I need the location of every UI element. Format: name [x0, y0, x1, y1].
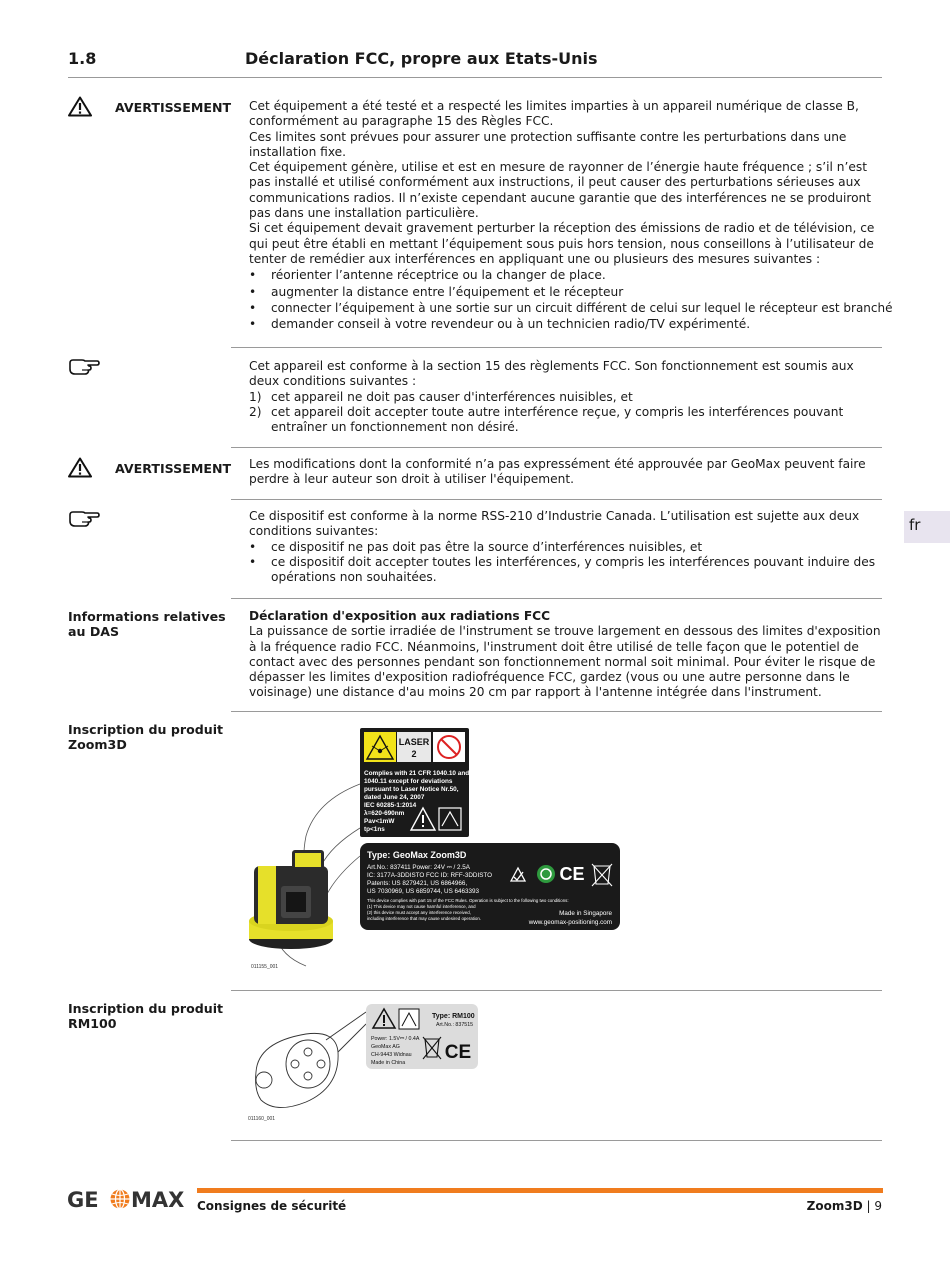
type-line: US 7030969, US 6859744, US 6463393 — [367, 888, 480, 895]
logo-text-right: MAX — [131, 1188, 185, 1211]
globe-icon — [111, 1190, 130, 1209]
ce-mark-icon: CE — [444, 1042, 472, 1063]
section-number: 1.8 — [68, 49, 97, 68]
footer-section-title: Consignes de sécurité — [197, 1199, 347, 1213]
rm100-label-figure — [246, 1002, 486, 1124]
warning-label: AVERTISSEMENT — [115, 100, 232, 115]
laser-text-line: IEC 60285-1:2014 — [364, 802, 417, 809]
label-line: Informations relatives — [68, 609, 226, 624]
footer-accent-bar — [197, 1188, 883, 1193]
das-section — [249, 609, 883, 701]
logo-text-left: GE — [67, 1188, 99, 1211]
divider — [231, 598, 882, 599]
section-heading — [68, 48, 882, 78]
list-item — [249, 390, 883, 405]
warning-label: AVERTISSEMENT — [115, 461, 232, 476]
section-title: Déclaration FCC, propre aux Etats-Unis — [245, 49, 598, 68]
label-line: Inscription du produit — [68, 722, 224, 737]
list-item — [249, 317, 883, 332]
divider — [231, 447, 882, 448]
paragraph: Les modifications dont la conformité n’a pas expressément été approuvée par GeoMax peuvent faire perdre à leur auteur son droit à utiliser l'équipement. — [249, 457, 866, 487]
bullet: • — [249, 539, 257, 554]
fcc-line: This device complies with part 15 of the FCC Rules. Operation is subject to the following two conditions: — [367, 898, 569, 903]
list-item-text: demander conseil à votre revendeur ou à un technicien radio/TV expérimenté. — [271, 317, 751, 332]
type-text: Type: GeoMax Zoom3D — [367, 850, 467, 860]
footer-product: Zoom3D — [806, 1199, 863, 1213]
list-item — [249, 300, 893, 316]
laser-text-line: tp<1ns — [364, 826, 385, 833]
type-line: Art.No.: 837411 Power: 24V ⎓ / 2.5A — [367, 864, 470, 871]
paragraph: La puissance de sortie irradiée de l'instrument se trouve largement en dessous des limites d'exposition à la fréquence radio FCC. Néanmoins, l'instrument doit être utilisé de telle façon que le potentiel de contact avec des personnes pendant son fonctionnement normal soit minimal. Pour éviter le risque de dépasser les limites d'exposition radiofréquence FCC, gardez (vous ou une autre personne dans le voisinage) une distance d'au moins 20 cm par rapport à l'antenne intégrée dans l'instrument. — [249, 624, 881, 700]
divider — [231, 499, 882, 500]
type-line: Patents: US 8279421, US 6864966, — [367, 880, 468, 887]
footer-separator: | — [862, 1199, 875, 1213]
ce-mark-icon: CE — [559, 864, 585, 884]
conditions-list — [249, 390, 883, 436]
pointing-hand-icon — [68, 357, 100, 375]
measures-list — [249, 268, 893, 332]
rm100-type: Type: RM100 — [432, 1013, 475, 1020]
page-number: 9 — [874, 1199, 882, 1213]
list-item-text: ce dispositif ne pas doit pas être la source d’interférences nuisibles, et — [271, 539, 703, 554]
list-item-text: connecter l’équipement à une sortie sur un circuit différent de celui sur lequel le récepteur est branché — [271, 300, 893, 315]
zoom3d-device-illustration — [249, 850, 333, 949]
rm100-label — [68, 1001, 223, 1032]
laser-class: 2 — [411, 749, 417, 759]
list-item-text: cet appareil doit accepter toute autre interférence reçue, y compris les interférences pouvant entraîner un fonctionnement non désiré. — [271, 404, 844, 435]
rm100-line: CH-9443 Widnau — [371, 1052, 412, 1058]
paragraph: Ces limites sont prévues pour assurer une protection suffisante contre les perturbations dans une installation fixe. — [249, 129, 847, 159]
warning-modifications-text — [249, 457, 883, 488]
laser-warning-label — [360, 728, 469, 837]
rm100-line: Made in China — [371, 1060, 406, 1066]
figure-id: 011155_001 — [251, 964, 279, 970]
paragraph: Cet équipement génère, utilise et est en mesure de rayonner de l’énergie haute fréquence ; s’il n’est pas installé et utilisé conformément aux instructions, il peut causer des perturbations sérieuses aux communications radios. Il n’existe cependant aucune garantie que des interférences ne se produiront pas dans une installation particulière. — [249, 160, 872, 221]
label-line: au DAS — [68, 624, 120, 640]
divider — [231, 990, 882, 991]
laser-text-line: 1040.11 except for deviations — [364, 778, 453, 785]
type-rating-label — [360, 843, 620, 930]
warning-triangle-icon — [68, 457, 92, 478]
rm100-line: Power: 1.5V⎓ / 0.4A — [371, 1036, 420, 1042]
paragraph: Ce dispositif est conforme à la norme RSS-210 d’Industrie Canada. L’utilisation est sujette aux deux conditions suivantes: — [249, 509, 860, 539]
label-line: RM100 — [68, 1016, 117, 1032]
divider — [231, 1140, 882, 1141]
das-label — [68, 609, 226, 640]
rm100-rating-label — [366, 1004, 478, 1069]
list-item — [249, 540, 883, 555]
paragraph: Si cet équipement devait gravement perturber la réception des émissions de radio et de télévision, ce qui peut être établi en mettant l’équipement sous puis hors tension, nous conseillons à l’utilisateur de tenter de remédier aux interférences en appliquant une ou plusieurs des mesures suivantes : — [249, 221, 875, 266]
note-fcc-conditions — [249, 359, 883, 435]
das-title: Déclaration d'exposition aux radiations FCC — [249, 609, 551, 623]
bullet: • — [249, 268, 257, 283]
note-rss210 — [249, 509, 883, 585]
geomax-logo — [67, 1187, 185, 1215]
divider — [231, 711, 882, 712]
zoom3d-labels-figure — [246, 726, 626, 972]
list-number: 1) — [249, 389, 262, 404]
website-text: www.geomax-positioning.com — [528, 919, 612, 926]
paragraph: Cet appareil est conforme à la section 15 des règlements FCC. Son fonctionnement est soumis aux deux conditions suivantes : — [249, 359, 854, 389]
list-item-text: augmenter la distance entre l’équipement et le récepteur — [271, 284, 624, 299]
laser-text-line: Pav<1mW — [364, 818, 395, 825]
language-tab: fr — [904, 511, 950, 543]
rm100-artno: Art.No.: 837515 — [436, 1022, 474, 1028]
fcc-line: (1) This device may not cause harmful interference, and — [367, 904, 476, 909]
list-item-text: ce dispositif doit accepter toutes les interférences, y compris les interférences pouvant induire des opérations non souhaitées. — [271, 554, 876, 585]
bullet: • — [249, 284, 257, 299]
list-number: 2) — [249, 404, 262, 419]
warning-fcc-text — [249, 99, 893, 332]
fcc-line: (2) this device must accept any interference received, — [367, 910, 471, 915]
paragraph: Cet équipement a été testé et a respecté les limites imparties à un appareil numérique de classe B, conformément au paragraphe 15 des Règles FCC. — [249, 99, 859, 129]
bullet: • — [249, 317, 257, 332]
list-item — [249, 285, 883, 300]
label-line: Zoom3D — [68, 737, 127, 753]
bullet: • — [249, 300, 257, 315]
footer-page-info — [807, 1199, 882, 1213]
divider — [231, 347, 882, 348]
list-item — [249, 405, 883, 436]
green-certification-icon — [537, 865, 555, 883]
type-line: IC: 3177A-3DDISTO FCC ID: RFF-3DDISTO — [367, 872, 493, 879]
laser-text-line: Complies with 21 CFR 1040.10 and — [364, 770, 470, 777]
label-line: Inscription du produit — [68, 1001, 224, 1016]
pointing-hand-icon — [68, 509, 100, 527]
laser-title: LASER — [398, 737, 430, 747]
list-item-text: réorienter l’antenne réceptrice ou la changer de place. — [271, 268, 606, 283]
laser-text-line: dated June 24, 2007 — [364, 794, 425, 801]
rm100-remote-illustration — [256, 1012, 366, 1108]
laser-text-line: λ=620-690nm — [364, 810, 405, 817]
made-in-text: Made in Singapore — [559, 910, 612, 917]
list-item-text: cet appareil ne doit pas causer d'interférences nuisibles, et — [271, 389, 633, 404]
rm100-line: GeoMax AG — [371, 1044, 400, 1050]
figure-id: 011160_001 — [248, 1116, 276, 1122]
warning-triangle-icon — [68, 96, 92, 117]
zoom3d-label — [68, 722, 223, 753]
bullet: • — [249, 554, 257, 569]
fcc-line: including interference that may cause undesired operation. — [367, 916, 481, 921]
laser-text-line: pursuant to Laser Notice Nr.50, — [364, 786, 459, 793]
list-item — [249, 268, 883, 283]
rss-conditions-list — [249, 540, 883, 586]
list-item — [249, 555, 883, 586]
